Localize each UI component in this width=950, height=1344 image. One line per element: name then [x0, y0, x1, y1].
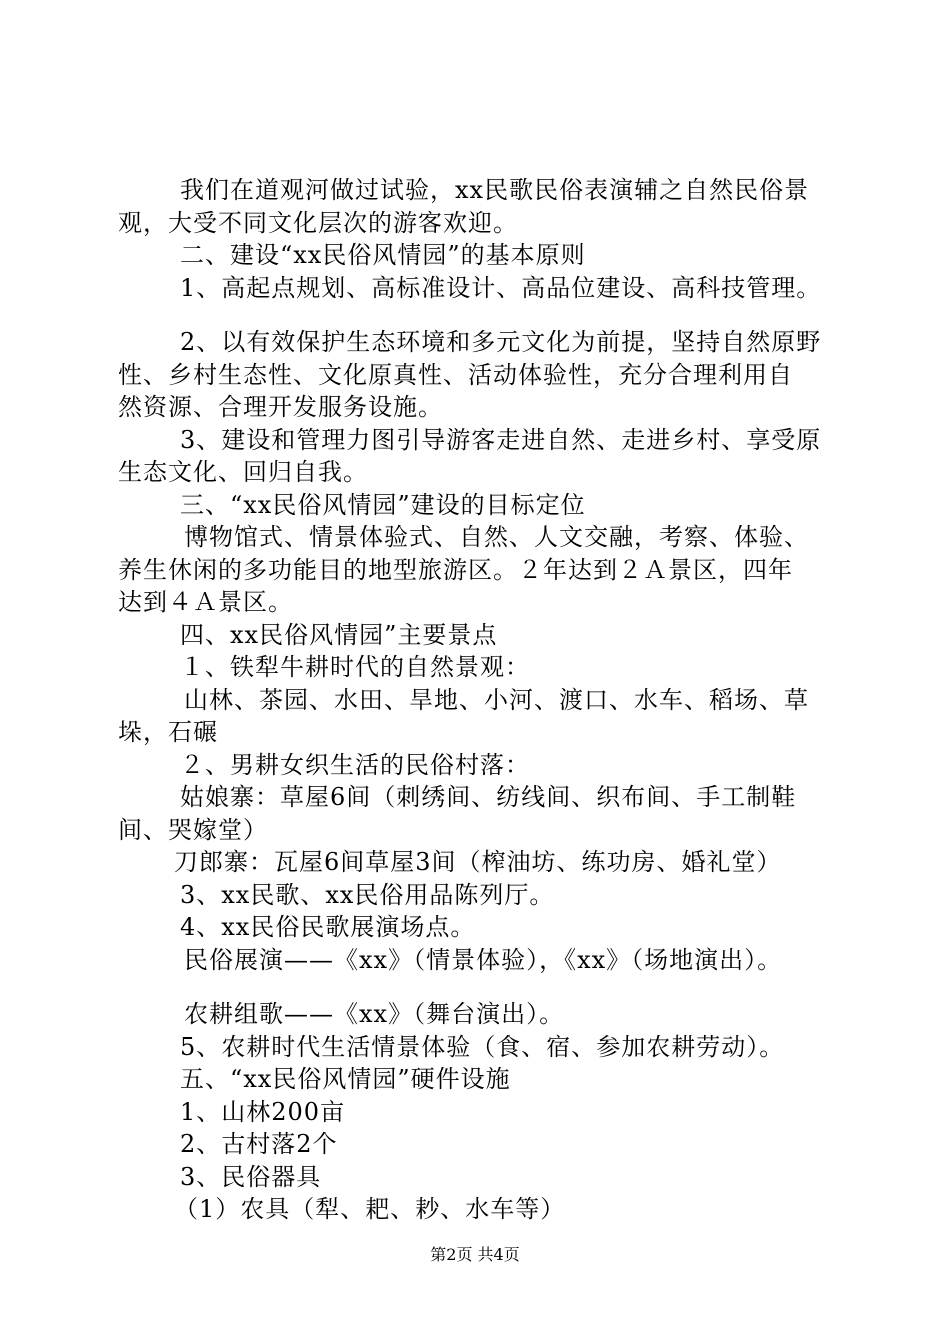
text-line: 2、古村落2个: [180, 1130, 338, 1158]
text-line: 我们在道观河做过试验，xx民歌民俗表演辅之自然民俗景: [180, 176, 810, 204]
text-line: （1）农具（犁、耙、耖、水车等）: [174, 1195, 566, 1223]
text-line: 1、高起点规划、高标准设计、高品位建设、高科技管理。: [180, 273, 822, 302]
text-line: 3、建设和管理力图引导游客走进自然、走进乡村、享受原: [180, 425, 822, 454]
text-line: １、铁犁牛耕时代的自然景观：: [180, 653, 530, 681]
text-line: 1、山林200亩: [180, 1097, 346, 1126]
text-line: 5、农耕时代生活情景体验（食、宿、参加农耕劳动）。: [180, 1032, 785, 1061]
text-line: 农耕组歌——《xx》（舞台演出）。: [184, 1000, 565, 1028]
text-line: ２、男耕女织生活的民俗村落：: [180, 750, 530, 779]
text-line: 观，大受不同文化层次的游客欢迎。: [118, 208, 518, 237]
text-line: 2、以有效保护生态环境和多元文化为前提，坚持自然原野: [180, 328, 822, 356]
paragraph-gap: [118, 304, 838, 326]
text-line: 3、民俗器具: [180, 1162, 322, 1191]
section-heading: 四、xx民俗风情园”主要景点: [180, 620, 498, 649]
text-line: 性、乡村生态性、文化原真性、活动体验性，充分合理利用自: [118, 360, 793, 389]
document-body: [118, 174, 838, 1226]
text-line: 姑娘寨：草屋6间（刺绣间、纺线间、织布间、手工制鞋: [180, 783, 797, 811]
text-line: 3、xx民歌、xx民俗用品陈列厅。: [180, 880, 555, 909]
text-line: 生态文化、回归自我。: [118, 458, 368, 486]
text-line: 然资源、合理开发服务设施。: [118, 393, 443, 421]
section-heading: 三、“xx民俗风情园”建设的目标定位: [180, 490, 586, 519]
text-line: 刀郎寨：瓦屋6间草屋3间（榨油坊、练功房、婚礼堂）: [174, 848, 782, 876]
text-line: 达到４Ａ景区。: [118, 588, 293, 616]
text-line: 垛，石碾: [118, 718, 218, 746]
section-heading: 五、“xx民俗风情园”硬件设施: [180, 1065, 511, 1093]
text-line: 民俗展演——《xx》（情景体验），《xx》（场地演出）。: [184, 945, 783, 974]
paragraph-gap: [118, 976, 838, 998]
text-line: 博物馆式、情景体验式、自然、人文交融，考察、体验、: [184, 523, 809, 551]
text-line: 4、xx民俗民歌展演场点。: [180, 913, 476, 941]
text-line: 养生休闲的多功能目的地型旅游区。２年达到２Ａ景区，四年: [118, 555, 793, 584]
section-heading: 二、建设“xx民俗风情园”的基本原则: [180, 241, 586, 269]
text-line: 山林、茶园、水田、旱地、小河、渡口、水车、稻场、草: [184, 685, 809, 714]
page-number-footer: 第2页 共4页: [430, 1245, 520, 1264]
text-line: 间、哭嫁堂）: [118, 815, 268, 844]
